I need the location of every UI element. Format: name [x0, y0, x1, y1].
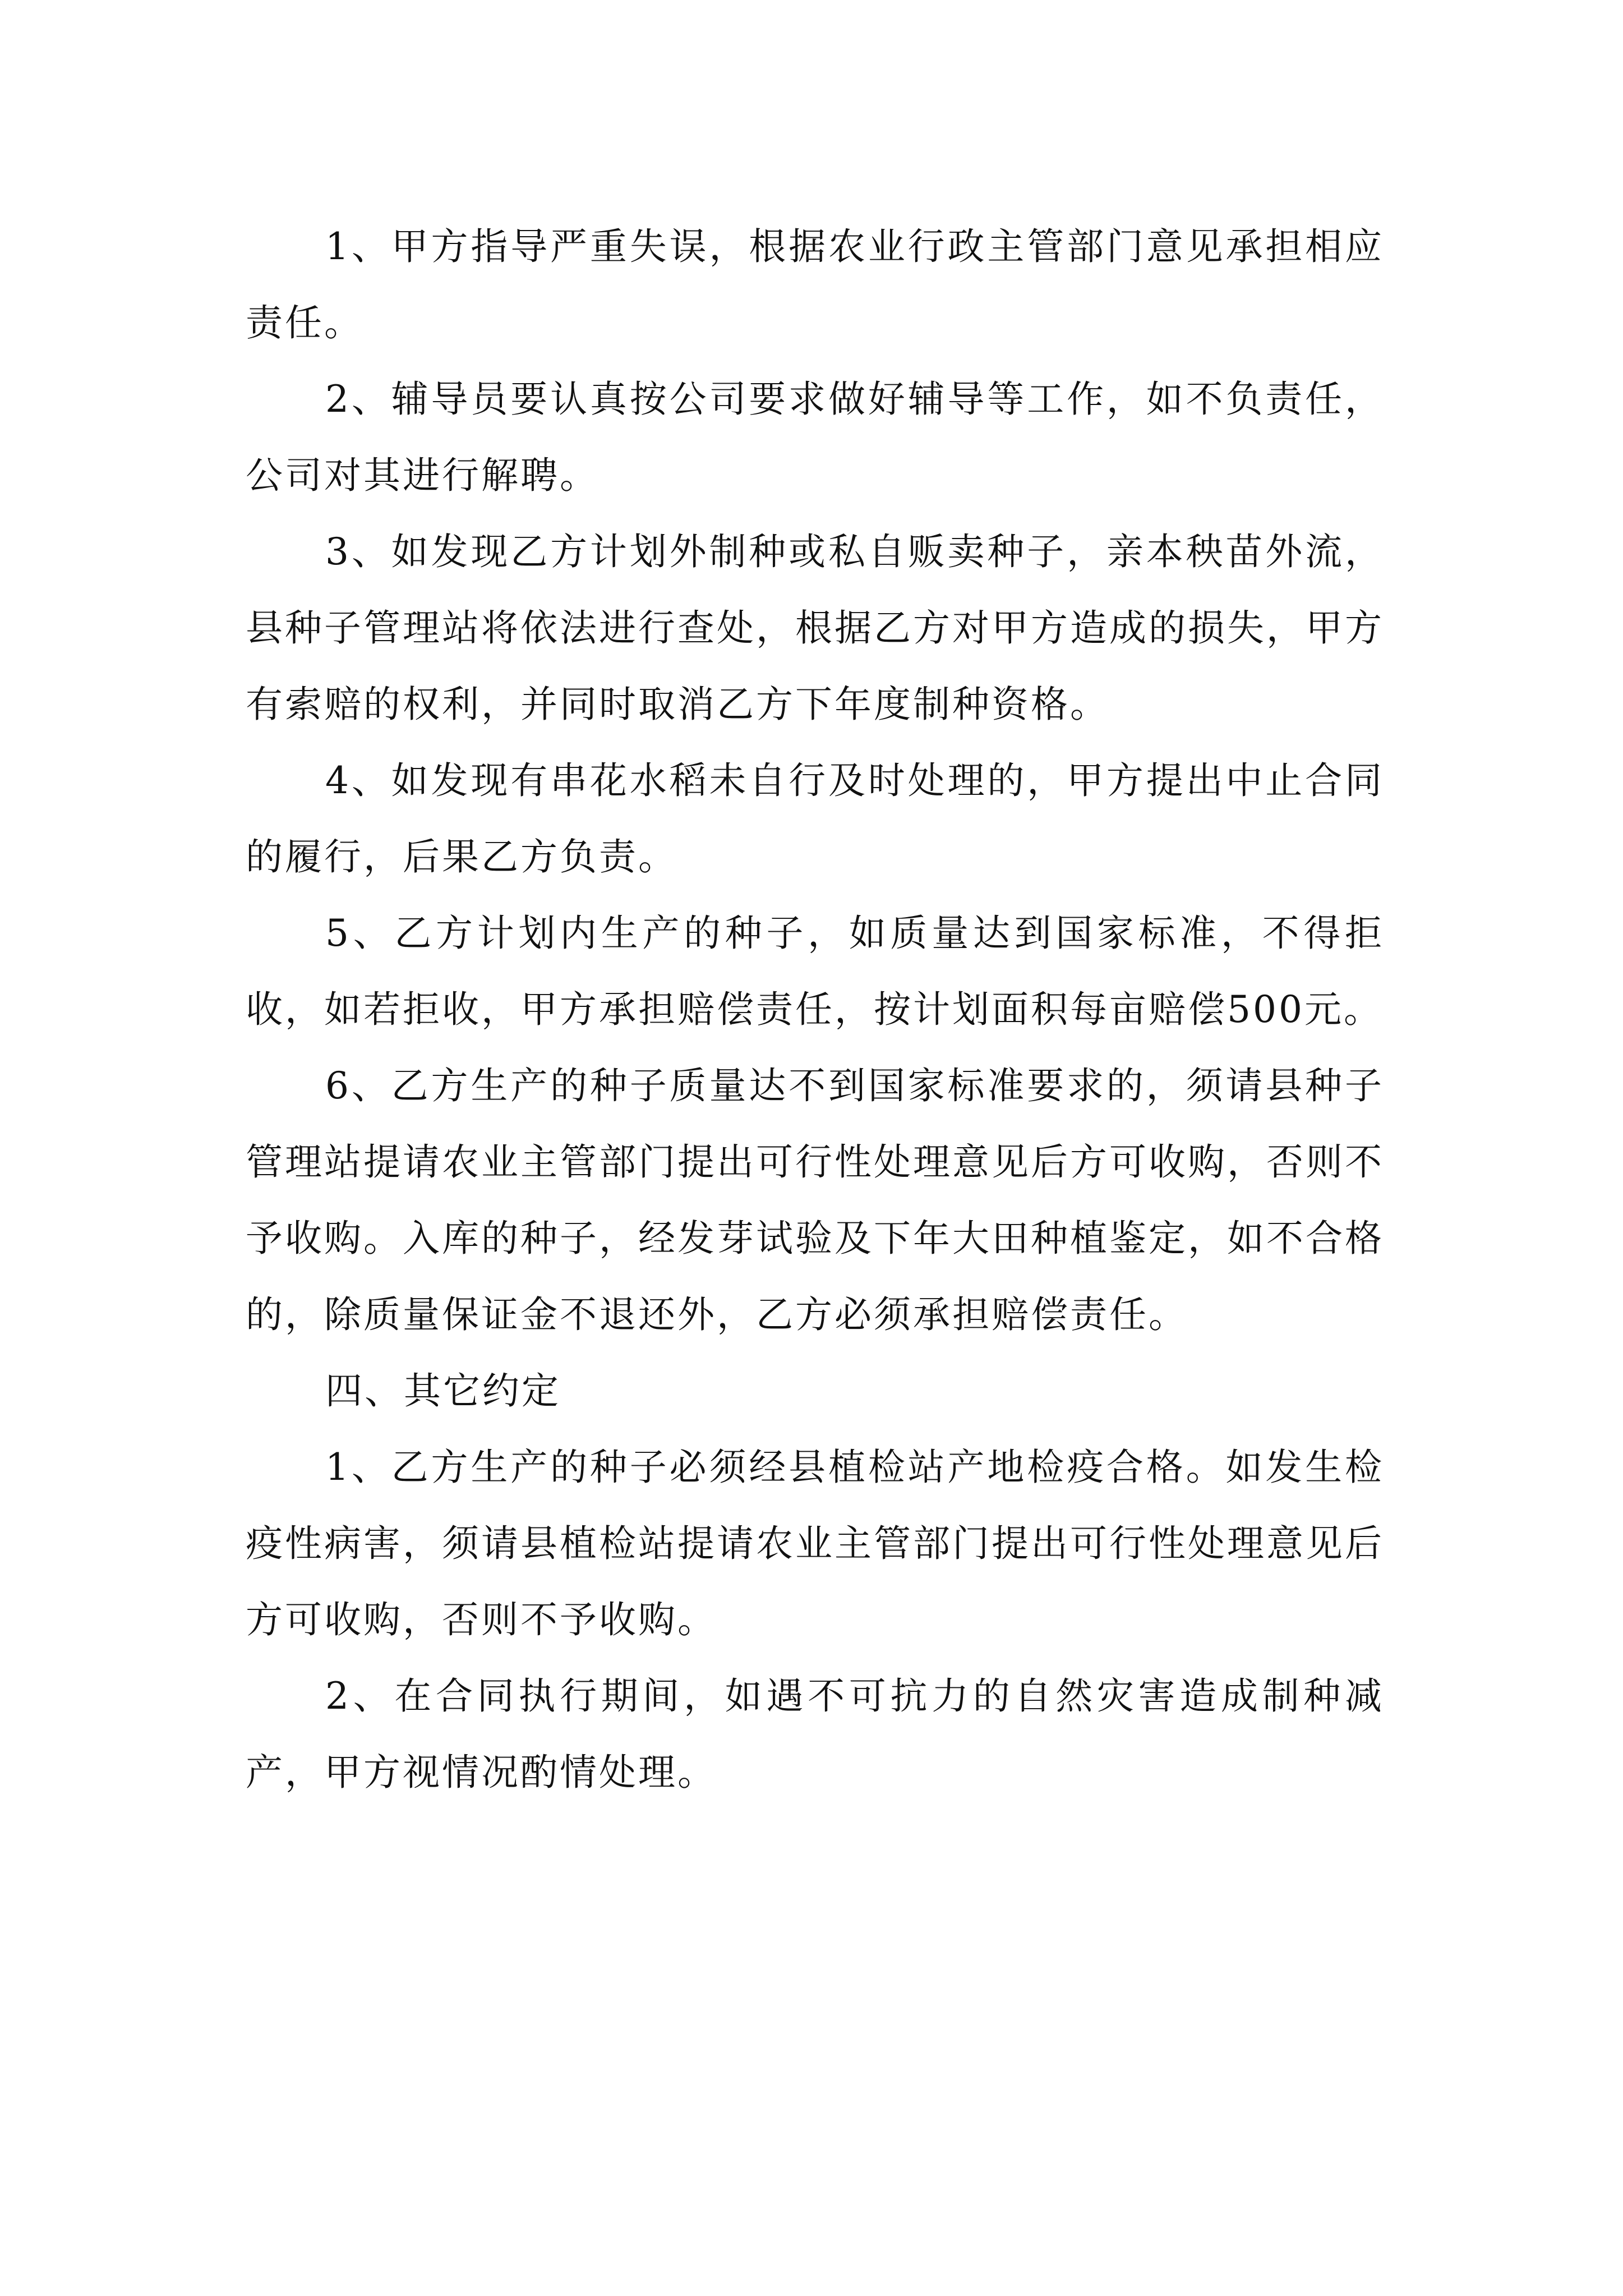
- section-heading-other-agreements: 四、其它约定: [325, 1369, 561, 1412]
- other-clause-1-quarantine: 1、乙方生产的种子必须经县植检站产地检疫合格。如发生检疫性病害，须请县植检站提请农业主管部门提出可行性处理意见后方可收购，否则不予收购。: [246, 1446, 1384, 1641]
- clause-3-unplanned-production: 3、如发现乙方计划外制种或私自贩卖种子，亲本秧苗外流，县种子管理站将依法进行查处，根据乙方对甲方造成的损失，甲方有索赔的权利，并同时取消乙方下年度制种资格。: [246, 530, 1384, 726]
- clause-5-refusal-compensation: 5、乙方计划内生产的种子，如质量达到国家标准，不得拒收，如若拒收，甲方承担赔偿责任，按计划面积每亩赔偿500元。: [246, 912, 1384, 1031]
- clause-6-substandard-seed: 6、乙方生产的种子质量达不到国家标准要求的，须请县种子管理站提请农业主管部门提出可行性处理意见后方可收购，否则不予收购。入库的种子，经发芽试验及下年大田种植鉴定，如不合格的，除质量保证金不退还外，乙方必须承担赔偿责任。: [246, 1064, 1384, 1336]
- other-clause-2-force-majeure: 2、在合同执行期间，如遇不可抗力的自然灾害造成制种减产，甲方视情况酌情处理。: [246, 1674, 1384, 1794]
- clause-4-cross-pollination: 4、如发现有串花水稻未自行及时处理的，甲方提出中止合同的履行，后果乙方负责。: [246, 759, 1384, 878]
- clause-1-guidance-error: 1、甲方指导严重失误，根据农业行政主管部门意见承担相应责任。: [246, 225, 1384, 344]
- clause-2-counselor-duty: 2、辅导员要认真按公司要求做好辅导等工作，如不负责任，公司对其进行解聘。: [246, 378, 1384, 497]
- document-body: [246, 209, 1384, 1811]
